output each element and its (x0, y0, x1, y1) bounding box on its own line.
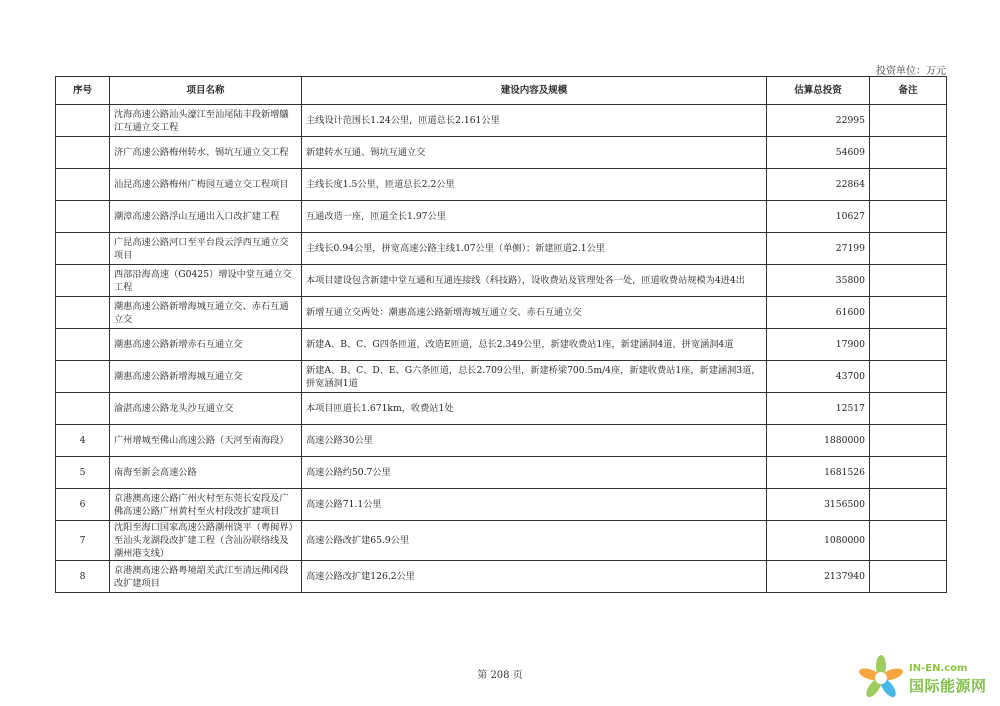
note-cell (870, 297, 947, 329)
investment-amount-cell: 1880000 (767, 425, 870, 457)
table-row (56, 361, 947, 393)
note-cell (870, 521, 947, 561)
construction-content-cell: 高速公路约50.7公里 (302, 457, 767, 489)
project-name-cell: 潮惠高速公路新增海城互通立交 (110, 361, 302, 393)
row-index (56, 361, 110, 393)
logo-text-en: IN-EN.com (909, 663, 968, 674)
table-row (56, 105, 947, 137)
investment-amount-cell: 61600 (767, 297, 870, 329)
col-header-investment: 估算总投资 (767, 77, 870, 105)
construction-content-cell: 互通改造一座，匝道全长1.97公里 (302, 201, 767, 233)
construction-content-cell: 高速公路改扩建65.9公里 (302, 521, 767, 561)
table-row (56, 561, 947, 593)
project-name-cell: 潮惠高速公路新增海城互通立交、赤石互通立交 (110, 297, 302, 329)
logo-text-cn: 国际能源网 (909, 677, 987, 695)
investment-amount-cell: 54609 (767, 137, 870, 169)
investment-amount-cell: 22995 (767, 105, 870, 137)
col-header-index: 序号 (56, 77, 110, 105)
construction-content-cell: 高速公路71.1公里 (302, 489, 767, 521)
note-cell (870, 233, 947, 265)
row-index: 4 (56, 425, 110, 457)
project-name-cell: 西部沿海高速（G0425）增设中堂互通立交工程 (110, 265, 302, 297)
investment-amount-cell: 10627 (767, 201, 870, 233)
table-row (56, 393, 947, 425)
project-table (55, 76, 947, 593)
row-index: 5 (56, 457, 110, 489)
note-cell (870, 457, 947, 489)
note-cell (870, 425, 947, 457)
investment-amount-cell: 22864 (767, 169, 870, 201)
sunflower-logo-icon (857, 654, 905, 702)
row-index: 6 (56, 489, 110, 521)
investment-amount-cell: 3156500 (767, 489, 870, 521)
table-header-row (56, 77, 947, 105)
investment-amount-cell: 12517 (767, 393, 870, 425)
row-index (56, 105, 110, 137)
table-row (56, 457, 947, 489)
row-index: 8 (56, 561, 110, 593)
in-en-logo (857, 654, 1000, 702)
project-name-cell: 汕昆高速公路梅州广梅园互通立交工程项目 (110, 169, 302, 201)
project-name-cell: 济广高速公路梅州转水、锡坑互通立交工程 (110, 137, 302, 169)
project-name-cell: 渝湛高速公路龙头沙互通立交 (110, 393, 302, 425)
construction-content-cell: 新建A、B、C、G四条匝道，改造E匝道，总长2.349公里，新建收费站1座，新建涵洞4道，拼宽涵洞4道 (302, 329, 767, 361)
note-cell (870, 137, 947, 169)
table-row (56, 265, 947, 297)
note-cell (870, 169, 947, 201)
investment-unit-label: 投资单位：万元 (876, 66, 946, 77)
project-name-cell: 广昆高速公路河口至平台段云浮西互通立交项目 (110, 233, 302, 265)
note-cell (870, 361, 947, 393)
table-row (56, 425, 947, 457)
construction-content-cell: 本项目建设包含新建中堂互通和互通连接线（科技路），设收费站及管理处各一处，匝道收费站规模为4进4出 (302, 265, 767, 297)
table-row (56, 137, 947, 169)
project-name-cell: 潮惠高速公路新增赤石互通立交 (110, 329, 302, 361)
investment-amount-cell: 1681526 (767, 457, 870, 489)
table-row (56, 297, 947, 329)
page-number: 第 208 页 (477, 670, 523, 681)
col-header-project-name: 项目名称 (110, 77, 302, 105)
construction-content-cell: 主线长0.94公里，拼宽高速公路主线1.07公里（单侧）；新建匝道2.1公里 (302, 233, 767, 265)
row-index (56, 169, 110, 201)
table-row (56, 329, 947, 361)
project-name-cell: 京港澳高速公路粤境韶关武江至清远佛冈段改扩建项目 (110, 561, 302, 593)
table-row (56, 233, 947, 265)
construction-content-cell: 新建A、B、C、D、E、G六条匝道，总长2.709公里，新建桥梁700.5m/4座，新建收费站1座，新建涵洞3道，拼宽涵洞1道 (302, 361, 767, 393)
note-cell (870, 561, 947, 593)
project-name-cell: 潮漳高速公路浮山互通出入口改扩建工程 (110, 201, 302, 233)
note-cell (870, 489, 947, 521)
project-name-cell: 京港澳高速公路广州火村至东莞长安段及广佛高速公路广州黄村至火村段改扩建项目 (110, 489, 302, 521)
row-index (56, 297, 110, 329)
note-cell (870, 329, 947, 361)
project-name-cell: 沈阳至海口国家高速公路潮州饶平（粤闽界）至汕头龙湖段改扩建工程（含汕汾联络线及潮州港支线） (110, 521, 302, 561)
construction-content-cell: 主线设计范围长1.24公里，匝道总长2.161公里 (302, 105, 767, 137)
table-row (56, 489, 947, 521)
row-index (56, 393, 110, 425)
construction-content-cell: 高速公路改扩建126.2公里 (302, 561, 767, 593)
project-name-cell: 沈海高速公路汕头濠江至汕尾陆丰段新增鸃江互通立交工程 (110, 105, 302, 137)
construction-content-cell: 主线长度1.5公里，匝道总长2.2公里 (302, 169, 767, 201)
project-name-cell: 南海至新会高速公路 (110, 457, 302, 489)
investment-amount-cell: 35800 (767, 265, 870, 297)
investment-amount-cell: 1080000 (767, 521, 870, 561)
investment-amount-cell: 2137940 (767, 561, 870, 593)
col-header-note: 备注 (870, 77, 947, 105)
row-index (56, 329, 110, 361)
construction-content-cell: 新建转水互通、锡坑互通立交 (302, 137, 767, 169)
col-header-content: 建设内容及规模 (302, 77, 767, 105)
construction-content-cell: 高速公路30公里 (302, 425, 767, 457)
table-row (56, 201, 947, 233)
construction-content-cell: 本项目匝道长1.671km，收费站1处 (302, 393, 767, 425)
row-index (56, 233, 110, 265)
note-cell (870, 201, 947, 233)
investment-amount-cell: 43700 (767, 361, 870, 393)
row-index (56, 265, 110, 297)
table-row (56, 169, 947, 201)
row-index (56, 201, 110, 233)
row-index (56, 137, 110, 169)
project-name-cell: 广州增城至佛山高速公路（天河至南海段） (110, 425, 302, 457)
row-index: 7 (56, 521, 110, 561)
table-body (56, 105, 947, 593)
note-cell (870, 265, 947, 297)
investment-amount-cell: 17900 (767, 329, 870, 361)
construction-content-cell: 新增互通立交两处：潮惠高速公路新增海城互通立交、赤石互通立交 (302, 297, 767, 329)
table-row (56, 521, 947, 561)
note-cell (870, 105, 947, 137)
note-cell (870, 393, 947, 425)
investment-amount-cell: 27199 (767, 233, 870, 265)
